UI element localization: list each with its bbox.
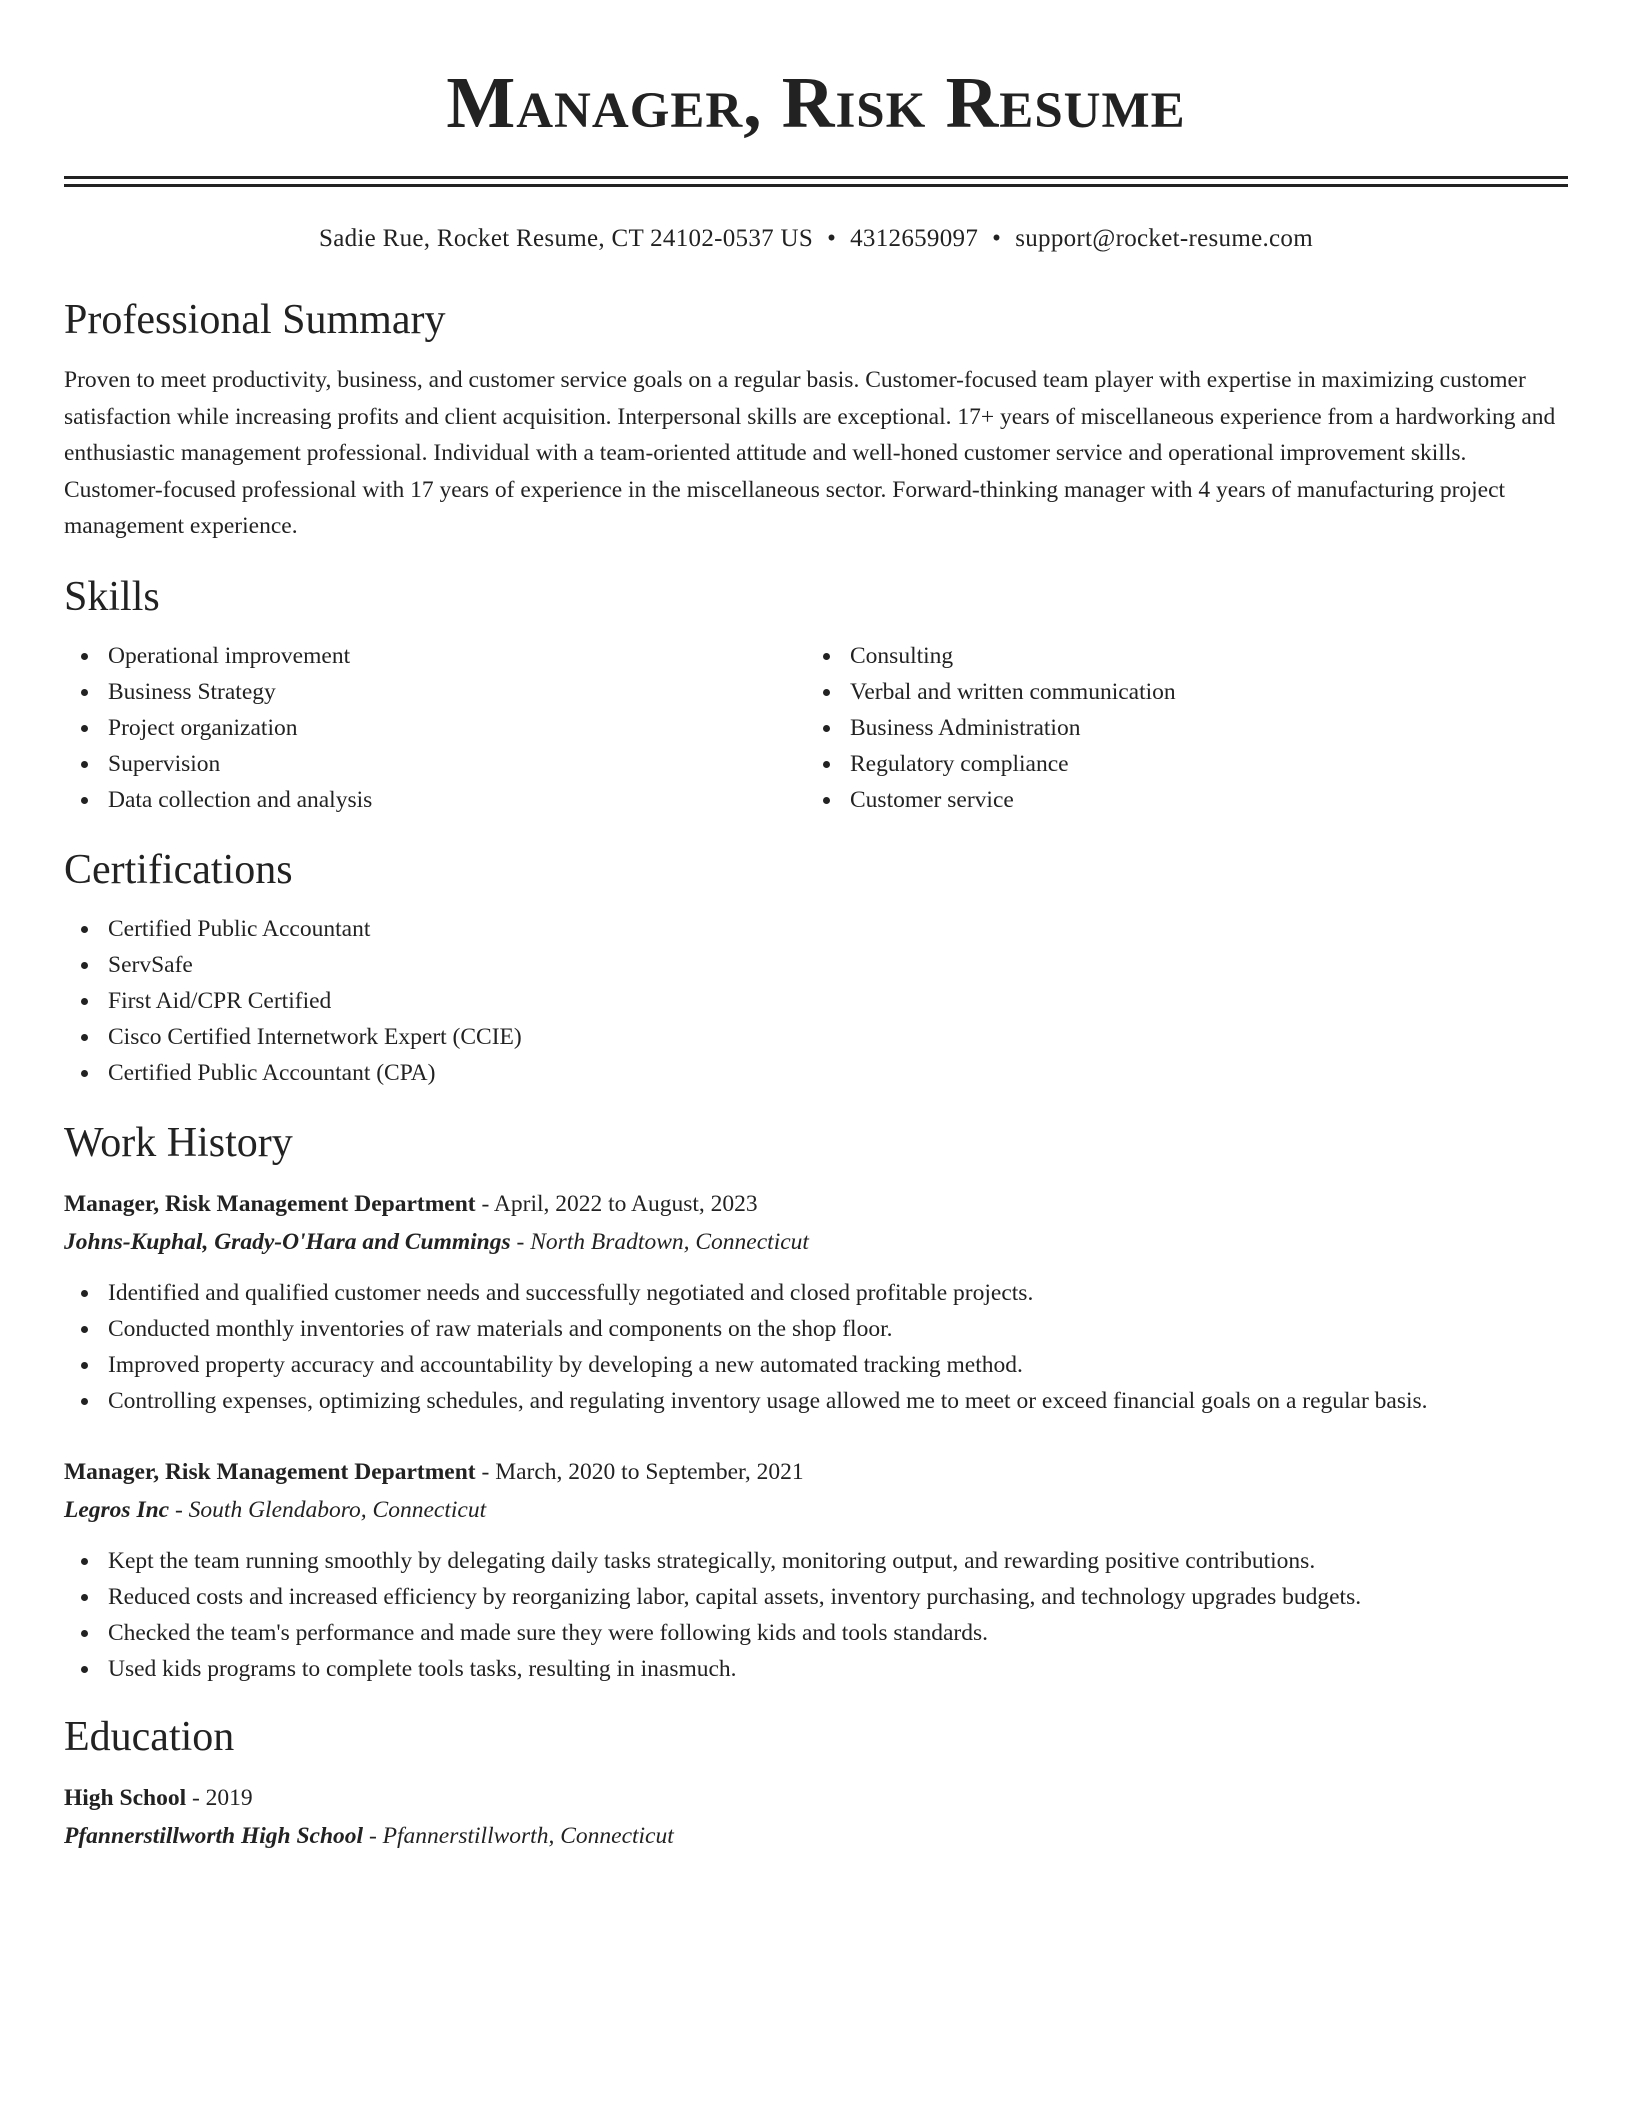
summary-heading: Professional Summary	[64, 297, 446, 343]
list-item: Project organization	[64, 710, 806, 746]
job-company-line	[64, 1223, 1568, 1261]
job-bullets	[64, 1543, 1568, 1687]
contact-address: Sadie Rue, Rocket Resume, CT 24102-0537 US	[319, 225, 814, 252]
list-item: Cisco Certified Internetwork Expert (CCIE)	[64, 1019, 1568, 1055]
education-year: - 2019	[186, 1784, 253, 1811]
list-item: Verbal and written communication	[806, 674, 1548, 710]
education-school-line	[64, 1817, 1568, 1855]
summary-section	[64, 295, 1568, 545]
list-item: Regulatory compliance	[806, 746, 1548, 782]
education-section	[64, 1712, 1568, 1855]
education-entry	[64, 1779, 1568, 1855]
certifications-section	[64, 845, 1568, 1091]
job-entry	[64, 1185, 1568, 1419]
contact-separator: •	[992, 225, 1002, 252]
list-item: Checked the team's performance and made sure they were following kids and tools standards.	[64, 1615, 1568, 1651]
list-item: ServSafe	[64, 947, 1568, 983]
list-item: Business Strategy	[64, 674, 806, 710]
job-title-line	[64, 1453, 1568, 1491]
skills-grid	[64, 638, 1568, 818]
title-double-rule	[64, 176, 1568, 187]
summary-text: Proven to meet productivity, business, and customer service goals on a regular basis. Customer-focused team player with expertise in maximizing customer satisfaction while increasing profits and client acquisition. Interpersonal skills are exceptional. 17+ years of miscellaneous experience from a hardworking and enthusiastic management professional. Individual with a team-oriented attitude and well-honed customer service and operational improvement skills. Customer-focused professional with 17 years of experience in the miscellaneous sector. Forward-thinking manager with 4 years of manufacturing project management experience.	[64, 367, 1556, 539]
skills-column-right	[806, 638, 1548, 818]
skills-list-left	[64, 638, 806, 818]
skills-column-left	[64, 638, 806, 818]
list-item: Improved property accuracy and accountability by developing a new automated tracking method.	[64, 1347, 1568, 1383]
education-degree: High School	[64, 1784, 187, 1811]
list-item: Consulting	[806, 638, 1548, 674]
certifications-heading: Certifications	[64, 846, 293, 893]
list-item: Kept the team running smoothly by delegating daily tasks strategically, monitoring output, and rewarding positive contributions.	[64, 1543, 1568, 1579]
job-title: Manager, Risk Management Department	[64, 1458, 476, 1485]
list-item: Business Administration	[806, 710, 1548, 746]
contact-email: support@rocket-resume.com	[1015, 225, 1313, 252]
job-company-line	[64, 1491, 1568, 1529]
education-degree-line	[64, 1779, 1568, 1817]
job-dates: - March, 2020 to September, 2021	[475, 1458, 804, 1485]
education-school: Pfannerstillworth High School	[64, 1822, 364, 1849]
list-item: Customer service	[806, 782, 1548, 818]
resume-title: Manager, Risk Resume	[446, 62, 1186, 143]
list-item: Certified Public Accountant	[64, 911, 1568, 947]
list-item: Controlling expenses, optimizing schedules, and regulating inventory usage allowed me to meet or exceed financial goals on a regular basis.	[64, 1383, 1568, 1419]
contact-separator: •	[827, 225, 837, 252]
list-item: Certified Public Accountant (CPA)	[64, 1055, 1568, 1091]
job-location: - North Bradtown, Connecticut	[510, 1228, 809, 1255]
list-item: Data collection and analysis	[64, 782, 806, 818]
work-history-section	[64, 1118, 1568, 1687]
skills-heading: Skills	[64, 573, 160, 620]
list-item: Supervision	[64, 746, 806, 782]
list-item: Conducted monthly inventories of raw materials and components on the shop floor.	[64, 1311, 1568, 1347]
skills-section	[64, 572, 1568, 818]
job-company: Johns-Kuphal, Grady-O'Hara and Cummings	[64, 1228, 511, 1255]
list-item: First Aid/CPR Certified	[64, 983, 1568, 1019]
education-location: - Pfannerstillworth, Connecticut	[363, 1822, 674, 1849]
job-title-line	[64, 1185, 1568, 1223]
education-heading: Education	[64, 1713, 235, 1760]
skills-list-right	[806, 638, 1548, 818]
contact-phone: 4312659097	[850, 225, 979, 252]
job-entry	[64, 1453, 1568, 1687]
job-title: Manager, Risk Management Department	[64, 1190, 476, 1217]
list-item: Operational improvement	[64, 638, 806, 674]
work-history-heading: Work History	[64, 1119, 293, 1166]
list-item: Identified and qualified customer needs and successfully negotiated and closed profitable projects.	[64, 1275, 1568, 1311]
contact-line	[64, 223, 1568, 255]
job-company: Legros Inc	[64, 1496, 170, 1523]
job-bullets	[64, 1275, 1568, 1419]
list-item: Reduced costs and increased efficiency by reorganizing labor, capital assets, inventory purchasing, and technology upgrades budgets.	[64, 1579, 1568, 1615]
job-location: - South Glendaboro, Connecticut	[169, 1496, 487, 1523]
list-item: Used kids programs to complete tools tasks, resulting in inasmuch.	[64, 1651, 1568, 1687]
certifications-list	[64, 911, 1568, 1091]
job-dates: - April, 2022 to August, 2023	[475, 1190, 758, 1217]
